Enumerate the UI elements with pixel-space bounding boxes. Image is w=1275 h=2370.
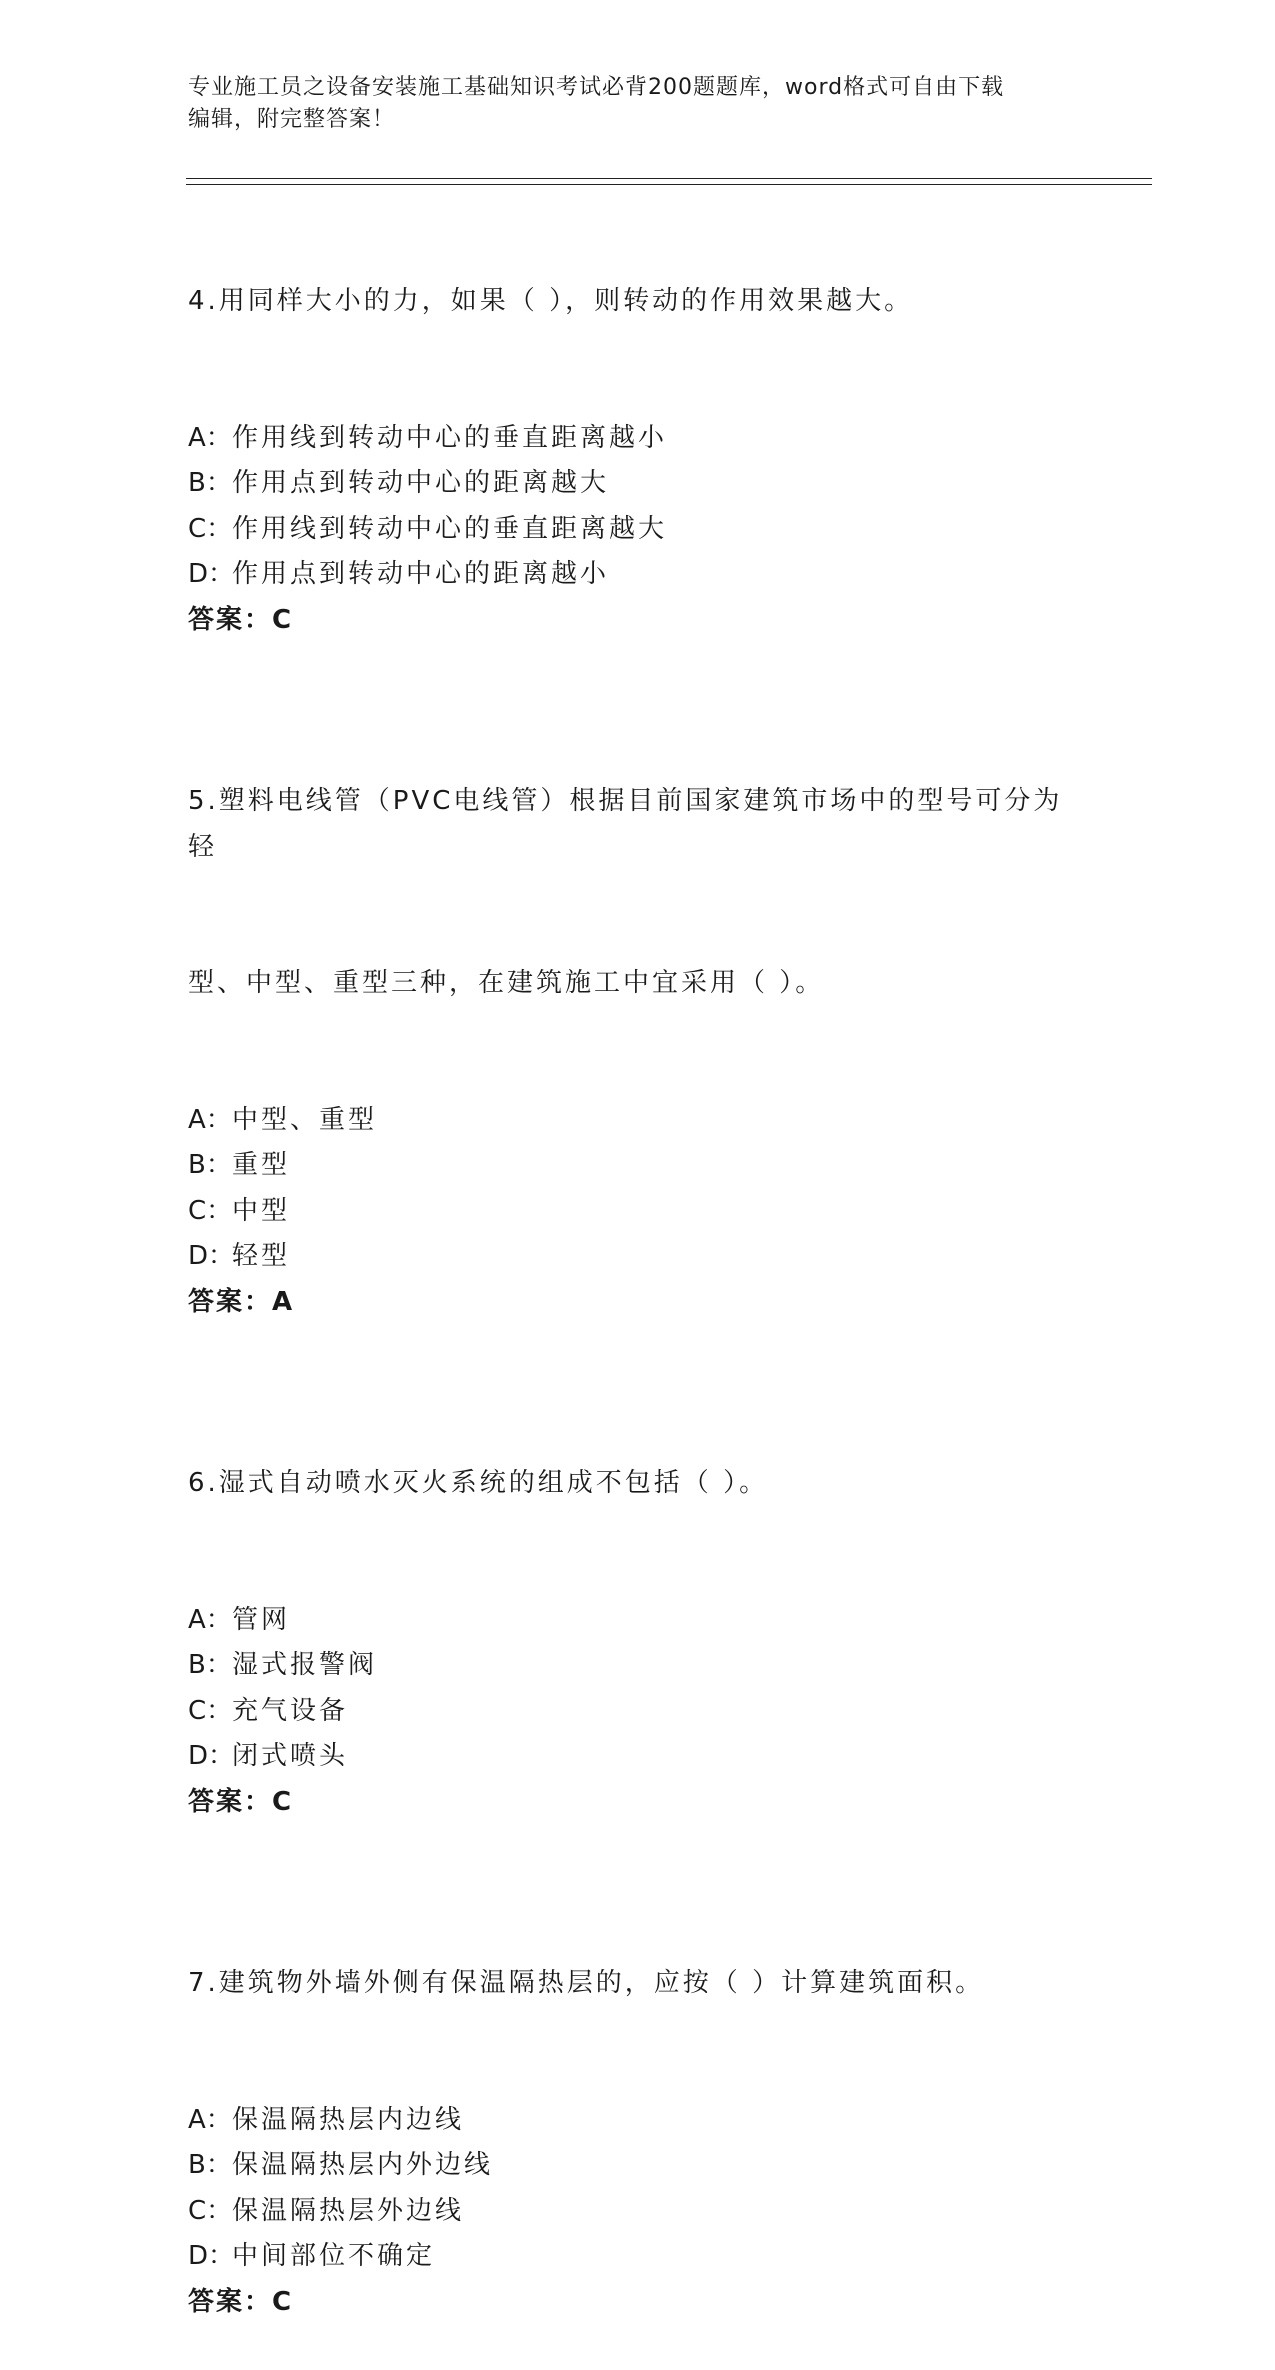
option-letter: D： (188, 2241, 235, 2271)
option-text: 中型 (232, 1195, 291, 1226)
option-text: 充气设备 (232, 1695, 349, 1726)
option-letter: B： (188, 468, 232, 498)
option-text: 作用线到转动中心的垂直距离越大 (232, 513, 668, 544)
header-line-2: 编辑，附完整答案！ (188, 107, 396, 132)
option-letter: A： (188, 1104, 232, 1135)
question-7 (188, 1870, 1088, 2325)
header-divider-top (186, 178, 1152, 179)
stem-line: 4.用同样大小的力，如果（ ），则转动的作用效果越大。 (188, 286, 914, 316)
question-list (188, 188, 1088, 2370)
option-c (188, 1189, 1088, 1235)
option-d (188, 2234, 1088, 2280)
header-divider-bottom (186, 184, 1152, 185)
option-text: 湿式报警阀 (232, 1650, 378, 1680)
option-letter: C： (188, 2195, 233, 2226)
question-stem (188, 1870, 1088, 2098)
option-d (188, 552, 1088, 598)
option-text: 作用点到转动中心的距离越小 (232, 559, 610, 589)
option-d (188, 1734, 1088, 1780)
option-text: 闭式喷头 (232, 1741, 349, 1771)
option-letter: C： (188, 1195, 233, 1226)
option-letter: D： (188, 559, 235, 589)
option-a (188, 1098, 1088, 1144)
option-b (188, 2143, 1088, 2189)
question-5 (188, 688, 1088, 1325)
option-c (188, 2189, 1088, 2235)
option-text: 保温隔热层内边线 (232, 2104, 465, 2135)
option-text: 作用线到转动中心的垂直距离越小 (232, 422, 668, 453)
stem-line: 6.湿式自动喷水灭火系统的组成不包括（ ）。 (188, 1468, 769, 1498)
question-stem (188, 1370, 1088, 1598)
header-line-1: 专业施工员之设备安装施工基础知识考试必背200题题库，word格式可自由下载 (188, 75, 1005, 100)
option-text: 保温隔热层外边线 (232, 2195, 465, 2226)
question-stem (188, 688, 1088, 1098)
option-text: 管网 (232, 1604, 291, 1635)
option-letter: B： (188, 1150, 232, 1180)
option-letter: D： (188, 1241, 235, 1271)
option-c (188, 507, 1088, 553)
question-4 (188, 188, 1088, 643)
option-text: 中型、重型 (232, 1104, 378, 1135)
option-letter: D： (188, 1741, 235, 1771)
option-letter: A： (188, 1604, 232, 1635)
option-text: 中间部位不确定 (232, 2241, 436, 2271)
option-b (188, 1143, 1088, 1189)
answer: 答案：C (188, 1786, 294, 1817)
option-a (188, 416, 1088, 462)
option-letter: C： (188, 513, 233, 544)
option-text: 保温隔热层内外边线 (232, 2150, 494, 2180)
option-c (188, 1689, 1088, 1735)
stem-line: 5.塑料电线管（PVC电线管）根据目前国家建筑市场中的型号可分为轻 (188, 786, 1063, 862)
stem-line: 7.建筑物外墙外侧有保温隔热层的，应按（ ）计算建筑面积。 (188, 1968, 985, 1998)
answer: 答案：C (188, 604, 294, 635)
stem-line: 型、中型、重型三种，在建筑施工中宜采用（ ）。 (188, 968, 825, 998)
question-stem (188, 188, 1088, 416)
document-header (188, 72, 1088, 136)
option-text: 轻型 (232, 1241, 291, 1271)
answer: 答案：C (188, 2286, 294, 2317)
answer: 答案：A (188, 1286, 295, 1317)
option-letter: B： (188, 2150, 232, 2180)
option-text: 作用点到转动中心的距离越大 (232, 468, 610, 498)
question-6 (188, 1370, 1088, 1825)
option-letter: B： (188, 1650, 232, 1680)
option-b (188, 461, 1088, 507)
option-d (188, 1234, 1088, 1280)
option-letter: A： (188, 422, 232, 453)
option-a (188, 2098, 1088, 2144)
option-a (188, 1598, 1088, 1644)
option-letter: C： (188, 1695, 233, 1726)
option-text: 重型 (232, 1150, 291, 1180)
option-letter: A： (188, 2104, 232, 2135)
